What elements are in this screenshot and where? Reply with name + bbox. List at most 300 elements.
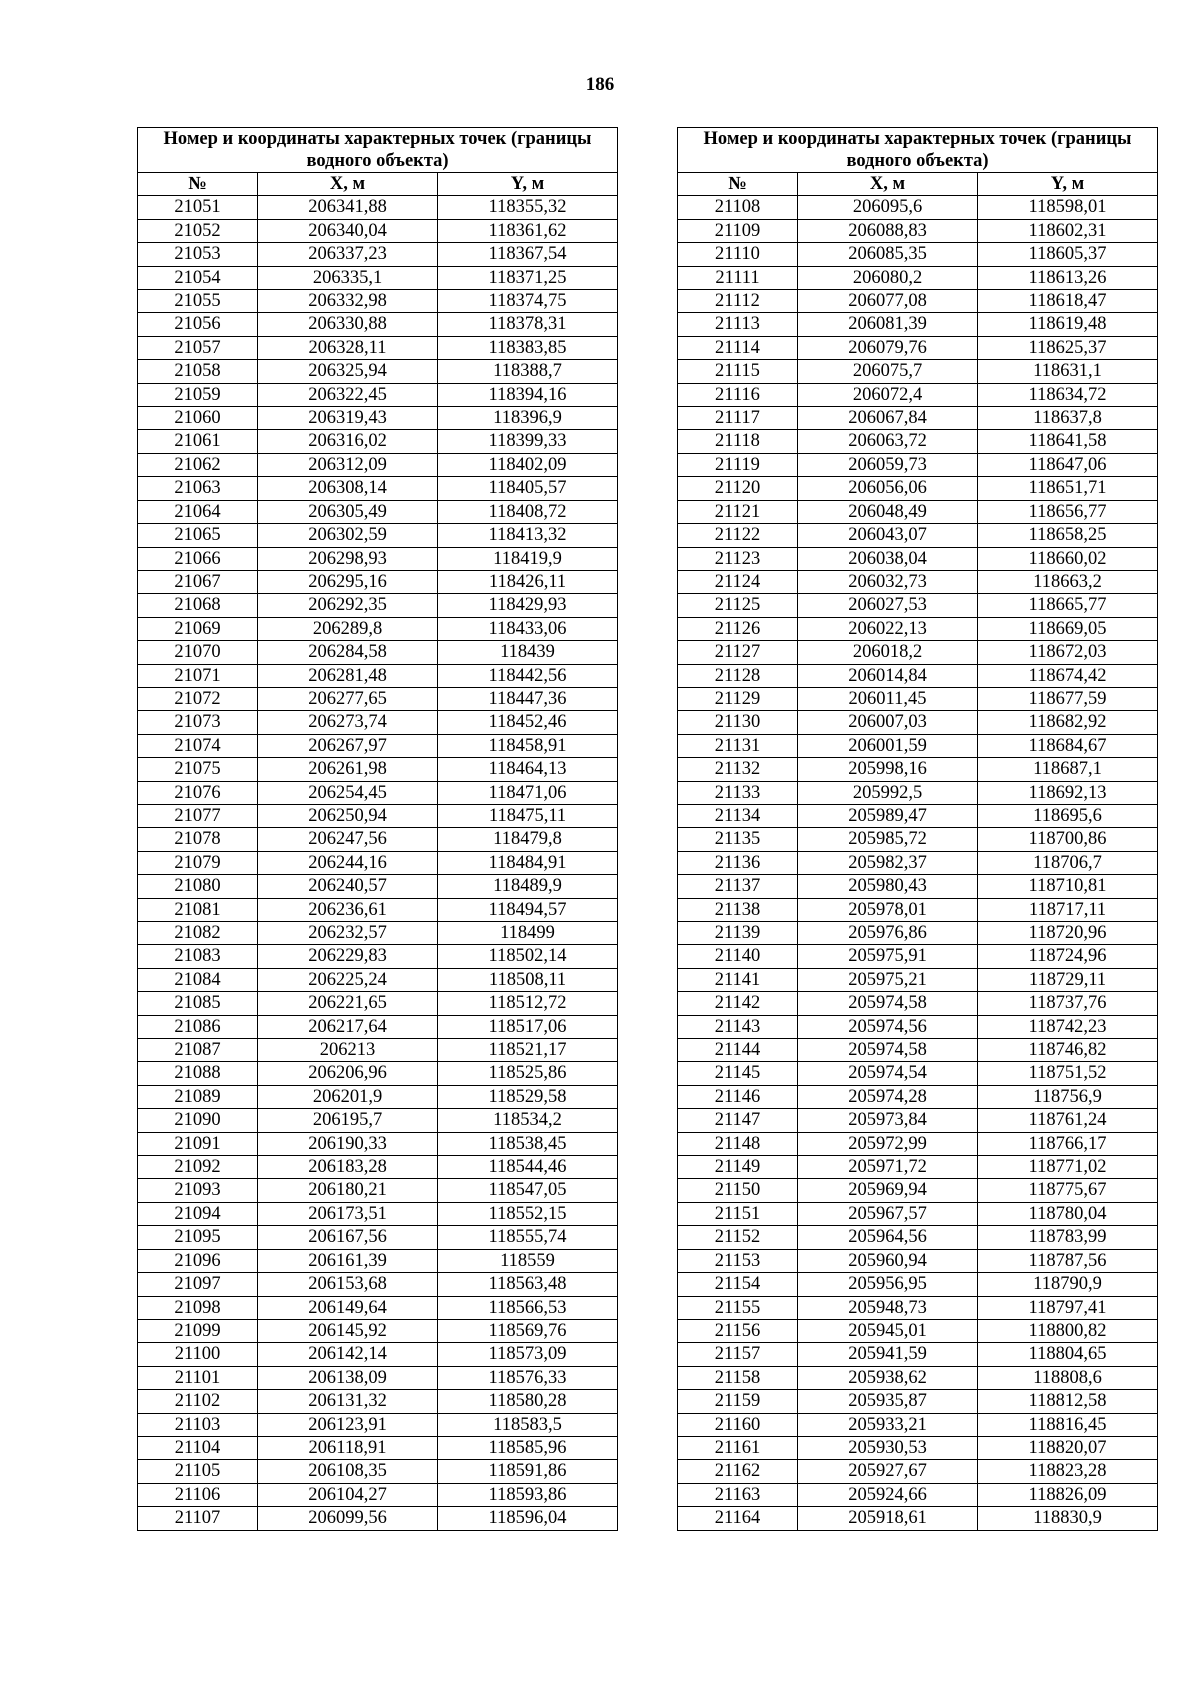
x-coordinate-cell: 206080,2	[798, 266, 978, 289]
y-coordinate-cell: 118547,05	[438, 1179, 618, 1202]
point-number-cell: 21089	[138, 1085, 258, 1108]
y-coordinate-cell: 118631,1	[978, 360, 1158, 383]
x-coordinate-cell: 205967,57	[798, 1202, 978, 1225]
x-coordinate-cell: 206330,88	[258, 313, 438, 336]
point-number-cell: 21110	[678, 243, 798, 266]
x-coordinate-cell: 206072,4	[798, 383, 978, 406]
table-row	[138, 290, 618, 313]
y-coordinate-cell: 118559	[438, 1249, 618, 1272]
y-coordinate-cell: 118394,16	[438, 383, 618, 406]
y-coordinate-cell: 118720,96	[978, 922, 1158, 945]
point-number-cell: 21121	[678, 500, 798, 523]
x-coordinate-cell: 206335,1	[258, 266, 438, 289]
y-coordinate-cell: 118512,72	[438, 992, 618, 1015]
table-row	[678, 219, 1158, 242]
x-coordinate-cell: 206337,23	[258, 243, 438, 266]
point-number-cell: 21115	[678, 360, 798, 383]
coordinates-table-right	[677, 127, 1158, 1531]
x-coordinate-cell: 206032,73	[798, 570, 978, 593]
x-coordinate-cell: 206308,14	[258, 477, 438, 500]
y-coordinate-cell: 118378,31	[438, 313, 618, 336]
table-row	[138, 1366, 618, 1389]
point-number-cell: 21067	[138, 570, 258, 593]
y-coordinate-cell: 118826,09	[978, 1483, 1158, 1506]
table-row	[678, 1436, 1158, 1459]
y-coordinate-cell: 118566,53	[438, 1296, 618, 1319]
y-coordinate-cell: 118710,81	[978, 875, 1158, 898]
y-coordinate-cell: 118742,23	[978, 1015, 1158, 1038]
x-coordinate-cell: 205972,99	[798, 1132, 978, 1155]
y-coordinate-cell: 118529,58	[438, 1085, 618, 1108]
x-coordinate-cell: 206007,03	[798, 711, 978, 734]
table-row	[678, 1062, 1158, 1085]
table-row	[138, 1179, 618, 1202]
x-coordinate-cell: 206250,94	[258, 804, 438, 827]
table-row	[138, 851, 618, 874]
y-coordinate-cell: 118677,59	[978, 687, 1158, 710]
point-number-cell: 21093	[138, 1179, 258, 1202]
x-coordinate-cell: 205985,72	[798, 828, 978, 851]
point-number-cell: 21092	[138, 1156, 258, 1179]
y-coordinate-cell: 118761,24	[978, 1109, 1158, 1132]
y-coordinate-cell: 118521,17	[438, 1039, 618, 1062]
table-row	[138, 1413, 618, 1436]
point-number-cell: 21059	[138, 383, 258, 406]
table-row	[138, 219, 618, 242]
x-coordinate-cell: 205974,58	[798, 992, 978, 1015]
point-number-cell: 21157	[678, 1343, 798, 1366]
y-coordinate-cell: 118651,71	[978, 477, 1158, 500]
table-row	[138, 1226, 618, 1249]
x-coordinate-cell: 205971,72	[798, 1156, 978, 1179]
table-row	[678, 336, 1158, 359]
point-number-cell: 21072	[138, 687, 258, 710]
point-number-cell: 21054	[138, 266, 258, 289]
y-coordinate-cell: 118580,28	[438, 1390, 618, 1413]
x-coordinate-cell: 206298,93	[258, 547, 438, 570]
point-number-cell: 21075	[138, 758, 258, 781]
x-coordinate-cell: 206341,88	[258, 196, 438, 219]
y-coordinate-cell: 118808,6	[978, 1366, 1158, 1389]
point-number-cell: 21125	[678, 594, 798, 617]
point-number-cell: 21126	[678, 617, 798, 640]
table-row	[138, 336, 618, 359]
x-coordinate-cell: 206295,16	[258, 570, 438, 593]
point-number-cell: 21055	[138, 290, 258, 313]
y-coordinate-cell: 118471,06	[438, 781, 618, 804]
point-number-cell: 21137	[678, 875, 798, 898]
table-row	[138, 1436, 618, 1459]
point-number-cell: 21156	[678, 1319, 798, 1342]
point-number-cell: 21086	[138, 1015, 258, 1038]
point-number-cell: 21152	[678, 1226, 798, 1249]
y-coordinate-cell: 118804,65	[978, 1343, 1158, 1366]
x-coordinate-cell: 206088,83	[798, 219, 978, 242]
point-number-cell: 21112	[678, 290, 798, 313]
y-coordinate-cell: 118585,96	[438, 1436, 618, 1459]
y-coordinate-cell: 118475,11	[438, 804, 618, 827]
y-coordinate-cell: 118756,9	[978, 1085, 1158, 1108]
table-row	[138, 594, 618, 617]
table-row	[138, 1132, 618, 1155]
table-row	[678, 524, 1158, 547]
x-coordinate-cell: 206340,04	[258, 219, 438, 242]
table-row	[138, 453, 618, 476]
y-coordinate-cell: 118396,9	[438, 407, 618, 430]
x-coordinate-cell: 205969,94	[798, 1179, 978, 1202]
x-coordinate-cell: 206302,59	[258, 524, 438, 547]
point-number-cell: 21154	[678, 1273, 798, 1296]
table-row	[138, 524, 618, 547]
y-coordinate-cell: 118751,52	[978, 1062, 1158, 1085]
table-row	[678, 992, 1158, 1015]
y-coordinate-cell: 118439	[438, 641, 618, 664]
point-number-cell: 21064	[138, 500, 258, 523]
y-coordinate-cell: 118494,57	[438, 898, 618, 921]
x-coordinate-cell: 205933,21	[798, 1413, 978, 1436]
x-coordinate-cell: 206195,7	[258, 1109, 438, 1132]
x-coordinate-cell: 206190,33	[258, 1132, 438, 1155]
point-number-cell: 21097	[138, 1273, 258, 1296]
y-coordinate-cell: 118517,06	[438, 1015, 618, 1038]
table-row	[678, 875, 1158, 898]
y-coordinate-cell: 118371,25	[438, 266, 618, 289]
table-row	[678, 828, 1158, 851]
x-coordinate-cell: 206305,49	[258, 500, 438, 523]
point-number-cell: 21162	[678, 1460, 798, 1483]
y-coordinate-cell: 118634,72	[978, 383, 1158, 406]
table-row	[678, 1273, 1158, 1296]
y-coordinate-cell: 118771,02	[978, 1156, 1158, 1179]
point-number-cell: 21065	[138, 524, 258, 547]
x-coordinate-cell: 206011,45	[798, 687, 978, 710]
y-coordinate-cell: 118355,32	[438, 196, 618, 219]
table-row	[138, 477, 618, 500]
x-coordinate-cell: 206142,14	[258, 1343, 438, 1366]
table-row	[138, 992, 618, 1015]
y-coordinate-cell: 118775,67	[978, 1179, 1158, 1202]
point-number-cell: 21083	[138, 945, 258, 968]
table-row	[678, 945, 1158, 968]
point-number-cell: 21128	[678, 664, 798, 687]
x-coordinate-cell: 206022,13	[798, 617, 978, 640]
x-coordinate-cell: 206048,49	[798, 500, 978, 523]
point-number-cell: 21095	[138, 1226, 258, 1249]
table-row	[678, 500, 1158, 523]
table-row	[138, 1460, 618, 1483]
table-row	[678, 1366, 1158, 1389]
point-number-cell: 21073	[138, 711, 258, 734]
point-number-cell: 21114	[678, 336, 798, 359]
table-row	[678, 1015, 1158, 1038]
point-number-cell: 21058	[138, 360, 258, 383]
point-number-cell: 21164	[678, 1507, 798, 1530]
table-row	[678, 1460, 1158, 1483]
x-coordinate-cell: 206085,35	[798, 243, 978, 266]
y-coordinate-cell: 118447,36	[438, 687, 618, 710]
x-coordinate-cell: 206043,07	[798, 524, 978, 547]
y-coordinate-cell: 118598,01	[978, 196, 1158, 219]
y-coordinate-cell: 118830,9	[978, 1507, 1158, 1530]
x-coordinate-cell: 206180,21	[258, 1179, 438, 1202]
point-number-cell: 21130	[678, 711, 798, 734]
x-coordinate-cell: 206236,61	[258, 898, 438, 921]
table-row	[138, 664, 618, 687]
x-coordinate-cell: 205930,53	[798, 1436, 978, 1459]
point-number-cell: 21149	[678, 1156, 798, 1179]
x-coordinate-cell: 205918,61	[798, 1507, 978, 1530]
table-row	[678, 383, 1158, 406]
x-coordinate-cell: 206075,7	[798, 360, 978, 383]
table-row	[138, 1319, 618, 1342]
point-number-cell: 21139	[678, 922, 798, 945]
table-row	[678, 664, 1158, 687]
point-number-cell: 21131	[678, 734, 798, 757]
x-coordinate-cell: 206183,28	[258, 1156, 438, 1179]
x-coordinate-cell: 206131,32	[258, 1390, 438, 1413]
point-number-cell: 21147	[678, 1109, 798, 1132]
point-number-cell: 21127	[678, 641, 798, 664]
y-coordinate-cell: 118766,17	[978, 1132, 1158, 1155]
point-number-cell: 21138	[678, 898, 798, 921]
x-coordinate-cell: 205974,58	[798, 1039, 978, 1062]
column-header-x: X, м	[798, 173, 978, 196]
x-coordinate-cell: 206244,16	[258, 851, 438, 874]
table-row	[138, 383, 618, 406]
x-coordinate-cell: 206316,02	[258, 430, 438, 453]
x-coordinate-cell: 206281,48	[258, 664, 438, 687]
y-coordinate-cell: 118405,57	[438, 477, 618, 500]
point-number-cell: 21153	[678, 1249, 798, 1272]
table-row	[138, 266, 618, 289]
table-row	[138, 734, 618, 757]
y-coordinate-cell: 118479,8	[438, 828, 618, 851]
table-row	[138, 1249, 618, 1272]
y-coordinate-cell: 118672,03	[978, 641, 1158, 664]
x-coordinate-cell: 206059,73	[798, 453, 978, 476]
table-row	[678, 898, 1158, 921]
point-number-cell: 21100	[138, 1343, 258, 1366]
y-coordinate-cell: 118408,72	[438, 500, 618, 523]
point-number-cell: 21140	[678, 945, 798, 968]
x-coordinate-cell: 206099,56	[258, 1507, 438, 1530]
table-row	[678, 1296, 1158, 1319]
y-coordinate-cell: 118544,46	[438, 1156, 618, 1179]
table-row	[138, 1507, 618, 1530]
x-coordinate-cell: 206332,98	[258, 290, 438, 313]
y-coordinate-cell: 118426,11	[438, 570, 618, 593]
x-coordinate-cell: 206225,24	[258, 968, 438, 991]
point-number-cell: 21119	[678, 453, 798, 476]
table-row	[678, 711, 1158, 734]
y-coordinate-cell: 118613,26	[978, 266, 1158, 289]
x-coordinate-cell: 205998,16	[798, 758, 978, 781]
point-number-cell: 21146	[678, 1085, 798, 1108]
column-header-x: X, м	[258, 173, 438, 196]
table-row	[138, 407, 618, 430]
table-row	[138, 781, 618, 804]
table-row	[678, 407, 1158, 430]
y-coordinate-cell: 118596,04	[438, 1507, 618, 1530]
table-row	[678, 453, 1158, 476]
point-number-cell: 21053	[138, 243, 258, 266]
point-number-cell: 21155	[678, 1296, 798, 1319]
y-coordinate-cell: 118563,48	[438, 1273, 618, 1296]
y-coordinate-cell: 118746,82	[978, 1039, 1158, 1062]
table-row	[138, 313, 618, 336]
y-coordinate-cell: 118429,93	[438, 594, 618, 617]
y-coordinate-cell: 118647,06	[978, 453, 1158, 476]
point-number-cell: 21063	[138, 477, 258, 500]
point-number-cell: 21080	[138, 875, 258, 898]
y-coordinate-cell: 118658,25	[978, 524, 1158, 547]
y-coordinate-cell: 118797,41	[978, 1296, 1158, 1319]
table-row	[138, 1296, 618, 1319]
y-coordinate-cell: 118724,96	[978, 945, 1158, 968]
table-row	[678, 1202, 1158, 1225]
y-coordinate-cell: 118402,09	[438, 453, 618, 476]
point-number-cell: 21111	[678, 266, 798, 289]
table-row	[138, 804, 618, 827]
point-number-cell: 21120	[678, 477, 798, 500]
point-number-cell: 21135	[678, 828, 798, 851]
y-coordinate-cell: 118618,47	[978, 290, 1158, 313]
x-coordinate-cell: 206240,57	[258, 875, 438, 898]
point-number-cell: 21123	[678, 547, 798, 570]
column-header-y: Y, м	[438, 173, 618, 196]
point-number-cell: 21159	[678, 1390, 798, 1413]
table-row	[138, 687, 618, 710]
x-coordinate-cell: 206173,51	[258, 1202, 438, 1225]
y-coordinate-cell: 118674,42	[978, 664, 1158, 687]
y-coordinate-cell: 118525,86	[438, 1062, 618, 1085]
y-coordinate-cell: 118823,28	[978, 1460, 1158, 1483]
table-row	[138, 945, 618, 968]
x-coordinate-cell: 206145,92	[258, 1319, 438, 1342]
table-row	[138, 758, 618, 781]
y-coordinate-cell: 118692,13	[978, 781, 1158, 804]
point-number-cell: 21057	[138, 336, 258, 359]
table-row	[678, 734, 1158, 757]
y-coordinate-cell: 118783,99	[978, 1226, 1158, 1249]
point-number-cell: 21158	[678, 1366, 798, 1389]
point-number-cell: 21113	[678, 313, 798, 336]
point-number-cell: 21078	[138, 828, 258, 851]
y-coordinate-cell: 118605,37	[978, 243, 1158, 266]
point-number-cell: 21107	[138, 1507, 258, 1530]
point-number-cell: 21051	[138, 196, 258, 219]
table-title: Номер и координаты характерных точек (границы водного объекта)	[678, 128, 1158, 173]
table-row	[138, 1483, 618, 1506]
y-coordinate-cell: 118665,77	[978, 594, 1158, 617]
y-coordinate-cell: 118625,37	[978, 336, 1158, 359]
point-number-cell: 21076	[138, 781, 258, 804]
y-coordinate-cell: 118374,75	[438, 290, 618, 313]
point-number-cell: 21099	[138, 1319, 258, 1342]
x-coordinate-cell: 206118,91	[258, 1436, 438, 1459]
y-coordinate-cell: 118591,86	[438, 1460, 618, 1483]
y-coordinate-cell: 118367,54	[438, 243, 618, 266]
y-coordinate-cell: 118573,09	[438, 1343, 618, 1366]
point-number-cell: 21082	[138, 922, 258, 945]
point-number-cell: 21103	[138, 1413, 258, 1436]
point-number-cell: 21124	[678, 570, 798, 593]
page-number: 186	[585, 74, 615, 95]
point-number-cell: 21145	[678, 1062, 798, 1085]
y-coordinate-cell: 118508,11	[438, 968, 618, 991]
point-number-cell: 21084	[138, 968, 258, 991]
x-coordinate-cell: 206254,45	[258, 781, 438, 804]
x-coordinate-cell: 206322,45	[258, 383, 438, 406]
y-coordinate-cell: 118660,02	[978, 547, 1158, 570]
point-number-cell: 21088	[138, 1062, 258, 1085]
table-row	[678, 594, 1158, 617]
y-coordinate-cell: 118637,8	[978, 407, 1158, 430]
x-coordinate-cell: 206201,9	[258, 1085, 438, 1108]
y-coordinate-cell: 118499	[438, 922, 618, 945]
point-number-cell: 21074	[138, 734, 258, 757]
table-row	[678, 617, 1158, 640]
table-row	[138, 1062, 618, 1085]
y-coordinate-cell: 118502,14	[438, 945, 618, 968]
table-row	[678, 360, 1158, 383]
table-body	[138, 196, 618, 1530]
table-row	[138, 1273, 618, 1296]
point-number-cell: 21117	[678, 407, 798, 430]
point-number-cell: 21096	[138, 1249, 258, 1272]
x-coordinate-cell: 205974,28	[798, 1085, 978, 1108]
point-number-cell: 21070	[138, 641, 258, 664]
x-coordinate-cell: 206014,84	[798, 664, 978, 687]
table-row	[138, 1343, 618, 1366]
table-row	[678, 758, 1158, 781]
table-row	[138, 1109, 618, 1132]
table-row	[678, 1132, 1158, 1155]
table-row	[678, 570, 1158, 593]
y-coordinate-cell: 118682,92	[978, 711, 1158, 734]
x-coordinate-cell: 205975,21	[798, 968, 978, 991]
table-row	[678, 804, 1158, 827]
table-row	[678, 1109, 1158, 1132]
table-row	[678, 243, 1158, 266]
table-row	[138, 1390, 618, 1413]
table-row	[678, 477, 1158, 500]
x-coordinate-cell: 206104,27	[258, 1483, 438, 1506]
x-coordinate-cell: 205974,56	[798, 1015, 978, 1038]
point-number-cell: 21085	[138, 992, 258, 1015]
table-row	[138, 430, 618, 453]
table-row	[678, 781, 1158, 804]
x-coordinate-cell: 205948,73	[798, 1296, 978, 1319]
y-coordinate-cell: 118820,07	[978, 1436, 1158, 1459]
y-coordinate-cell: 118656,77	[978, 500, 1158, 523]
point-number-cell: 21056	[138, 313, 258, 336]
table-row	[138, 243, 618, 266]
column-header-y: Y, м	[978, 173, 1158, 196]
x-coordinate-cell: 206167,56	[258, 1226, 438, 1249]
point-number-cell: 21069	[138, 617, 258, 640]
point-number-cell: 21108	[678, 196, 798, 219]
x-coordinate-cell: 206247,56	[258, 828, 438, 851]
table-title: Номер и координаты характерных точек (границы водного объекта)	[138, 128, 618, 173]
x-coordinate-cell: 206149,64	[258, 1296, 438, 1319]
x-coordinate-cell: 206067,84	[798, 407, 978, 430]
table-row	[678, 1507, 1158, 1530]
y-coordinate-cell: 118458,91	[438, 734, 618, 757]
point-number-cell: 21141	[678, 968, 798, 991]
point-number-cell: 21081	[138, 898, 258, 921]
point-number-cell: 21118	[678, 430, 798, 453]
